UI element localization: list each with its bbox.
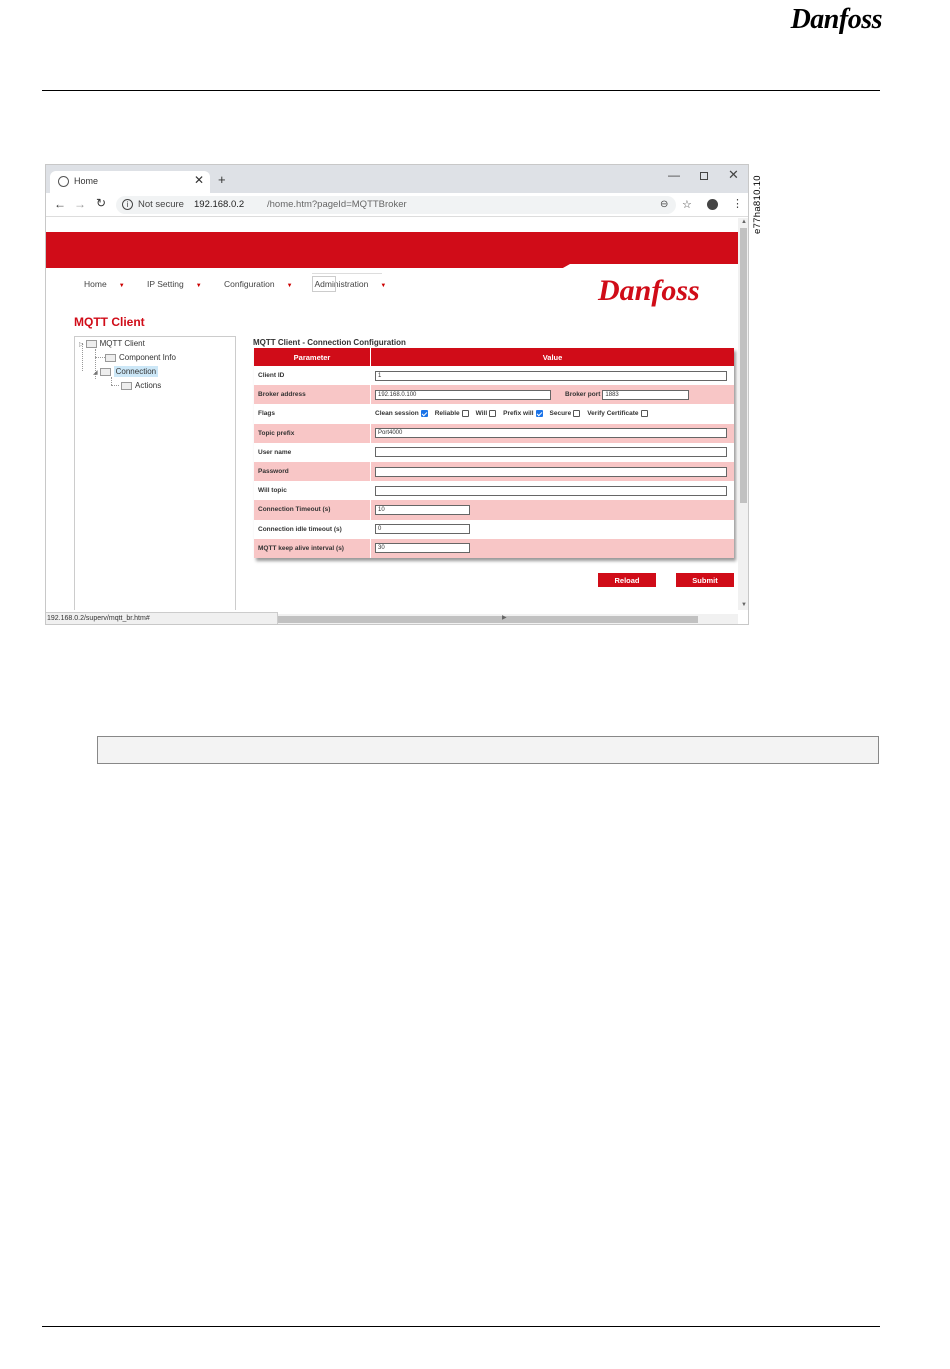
header-banner bbox=[46, 232, 738, 268]
menu-ip-setting[interactable]: IP Setting ▼ bbox=[147, 279, 202, 289]
main-menu bbox=[84, 279, 406, 289]
tree-connector bbox=[111, 385, 119, 386]
menu-configuration[interactable]: Configuration ▼ bbox=[224, 279, 293, 289]
client-id-field[interactable]: 1 bbox=[375, 371, 727, 381]
folder-icon bbox=[100, 368, 111, 376]
flag-clean-session[interactable]: Clean session bbox=[375, 410, 428, 417]
tree-item-connection[interactable]: ◢ Connection bbox=[93, 367, 157, 376]
param-label: Connection idle timeout (s) bbox=[254, 520, 371, 539]
bookmark-star-icon[interactable]: ☆ bbox=[682, 199, 692, 211]
tab-title: Home bbox=[74, 176, 99, 186]
tab-home[interactable] bbox=[50, 171, 210, 193]
menu-search-input[interactable] bbox=[312, 276, 336, 292]
reload-button[interactable]: Reload bbox=[598, 573, 656, 587]
caret-down-icon: ▼ bbox=[118, 283, 125, 289]
scrollbar-thumb[interactable] bbox=[740, 228, 747, 503]
window-close-icon[interactable]: ✕ bbox=[728, 167, 739, 182]
checkbox-checked bbox=[421, 410, 428, 417]
flags-group bbox=[371, 404, 734, 423]
broker-port-label: Broker port bbox=[565, 391, 601, 399]
row-broker-address bbox=[254, 385, 734, 404]
broker-address-field[interactable]: 192.168.0.100 bbox=[375, 390, 551, 400]
connection-timeout-field[interactable]: 10 bbox=[375, 505, 470, 515]
row-idle-timeout bbox=[254, 520, 734, 539]
info-icon[interactable]: i bbox=[122, 199, 133, 210]
url-input[interactable] bbox=[116, 196, 676, 214]
page-viewport bbox=[46, 218, 738, 610]
security-label: Not secure bbox=[138, 199, 184, 210]
row-password bbox=[254, 462, 734, 481]
row-will-topic bbox=[254, 481, 734, 500]
param-label: User name bbox=[254, 443, 371, 462]
caret-down-icon: ▼ bbox=[380, 283, 387, 289]
tree-connector bbox=[95, 357, 105, 358]
maximize-icon[interactable] bbox=[700, 172, 708, 180]
figure-id: e77ha810.10 bbox=[752, 175, 763, 234]
checkbox-checked bbox=[536, 410, 543, 417]
vertical-scrollbar[interactable] bbox=[738, 218, 749, 610]
row-user-name bbox=[254, 443, 734, 462]
param-label: Topic prefix bbox=[254, 424, 371, 443]
flag-prefix-will[interactable]: Prefix will bbox=[503, 410, 542, 417]
new-tab-icon[interactable]: + bbox=[218, 172, 226, 187]
minimize-icon[interactable]: — bbox=[668, 168, 680, 182]
footer-rule bbox=[42, 1326, 880, 1327]
back-arrow-icon[interactable]: ← bbox=[54, 197, 66, 211]
flag-verify-certificate[interactable]: Verify Certificate bbox=[587, 410, 647, 417]
keep-alive-field[interactable]: 30 bbox=[375, 543, 470, 553]
account-icon[interactable] bbox=[707, 199, 718, 210]
header-value: Value bbox=[542, 352, 563, 362]
tree-connector bbox=[111, 377, 112, 385]
param-label: Connection Timeout (s) bbox=[254, 500, 371, 519]
tree-item-component-info[interactable]: Component Info bbox=[105, 353, 176, 362]
tab-close-icon[interactable]: ✕ bbox=[194, 173, 205, 187]
reload-icon[interactable]: ↻ bbox=[96, 196, 107, 210]
status-bar: 192.168.0.2/superv/mqtt_br.htm# bbox=[46, 612, 278, 625]
tree-root[interactable]: ▷ MQTT Client bbox=[79, 339, 145, 348]
scroll-down-icon[interactable]: ▼ bbox=[741, 602, 747, 608]
user-name-field[interactable] bbox=[375, 447, 727, 457]
param-label: Password bbox=[254, 462, 371, 481]
menu-administration[interactable]: Administration ▼ bbox=[314, 279, 387, 289]
scroll-up-icon[interactable]: ▲ bbox=[741, 219, 747, 225]
row-topic-prefix bbox=[254, 424, 734, 443]
folder-icon bbox=[121, 382, 132, 390]
caret-down-icon: ▼ bbox=[286, 283, 293, 289]
caret-down-icon: ▼ bbox=[195, 283, 202, 289]
tab-bar bbox=[46, 165, 748, 193]
flag-secure[interactable]: Secure bbox=[550, 410, 581, 417]
password-field[interactable] bbox=[375, 467, 727, 477]
url-host: 192.168.0.2 bbox=[194, 199, 245, 210]
scrollbar-thumb[interactable] bbox=[278, 616, 698, 623]
address-bar bbox=[46, 193, 748, 217]
menu-divider bbox=[312, 273, 382, 274]
checkbox-unchecked bbox=[489, 410, 496, 417]
config-table bbox=[254, 348, 734, 558]
folder-icon bbox=[86, 340, 97, 348]
param-label: Client ID bbox=[254, 366, 371, 385]
row-keep-alive bbox=[254, 539, 734, 558]
config-title: MQTT Client - Connection Configuration bbox=[253, 338, 406, 347]
header-rule bbox=[42, 90, 880, 91]
row-client-id bbox=[254, 366, 734, 385]
page-title: MQTT Client bbox=[74, 315, 145, 329]
param-label: Broker address bbox=[254, 385, 371, 404]
flag-will[interactable]: Will bbox=[476, 410, 497, 417]
scroll-right-icon[interactable]: ▶ bbox=[502, 615, 507, 621]
more-menu-icon[interactable]: ⋮ bbox=[732, 198, 743, 210]
header-parameter: Parameter bbox=[254, 348, 371, 366]
horizontal-scrollbar[interactable] bbox=[278, 614, 738, 625]
zoom-icon[interactable]: ⊖ bbox=[660, 199, 669, 210]
row-connection-timeout bbox=[254, 500, 734, 519]
param-label: Will topic bbox=[254, 481, 371, 500]
tree-item-actions[interactable]: Actions bbox=[121, 381, 161, 390]
row-flags bbox=[254, 404, 734, 423]
danfoss-logo: Danfoss bbox=[790, 4, 882, 35]
will-topic-field[interactable] bbox=[375, 486, 727, 496]
forward-arrow-icon[interactable]: → bbox=[74, 197, 86, 211]
navigation-tree bbox=[74, 336, 236, 610]
param-label: MQTT keep alive interval (s) bbox=[254, 539, 371, 558]
broker-port-field[interactable]: 1883 bbox=[602, 390, 689, 400]
note-box bbox=[97, 736, 879, 764]
site-logo: Danfoss bbox=[598, 274, 700, 307]
menu-home[interactable]: Home ▼ bbox=[84, 279, 125, 289]
param-label: Flags bbox=[254, 404, 371, 423]
table-header bbox=[254, 348, 734, 366]
browser-window bbox=[45, 164, 749, 625]
checkbox-unchecked bbox=[573, 410, 580, 417]
checkbox-unchecked bbox=[462, 410, 469, 417]
topic-prefix-field[interactable]: Port4000 bbox=[375, 428, 727, 438]
url-path: /home.htm?pageId=MQTTBroker bbox=[267, 199, 407, 210]
flag-reliable[interactable]: Reliable bbox=[435, 410, 469, 417]
idle-timeout-field[interactable]: 0 bbox=[375, 524, 470, 534]
folder-icon bbox=[105, 354, 116, 362]
checkbox-unchecked bbox=[641, 410, 648, 417]
globe-icon bbox=[58, 176, 69, 187]
submit-button[interactable]: Submit bbox=[676, 573, 734, 587]
